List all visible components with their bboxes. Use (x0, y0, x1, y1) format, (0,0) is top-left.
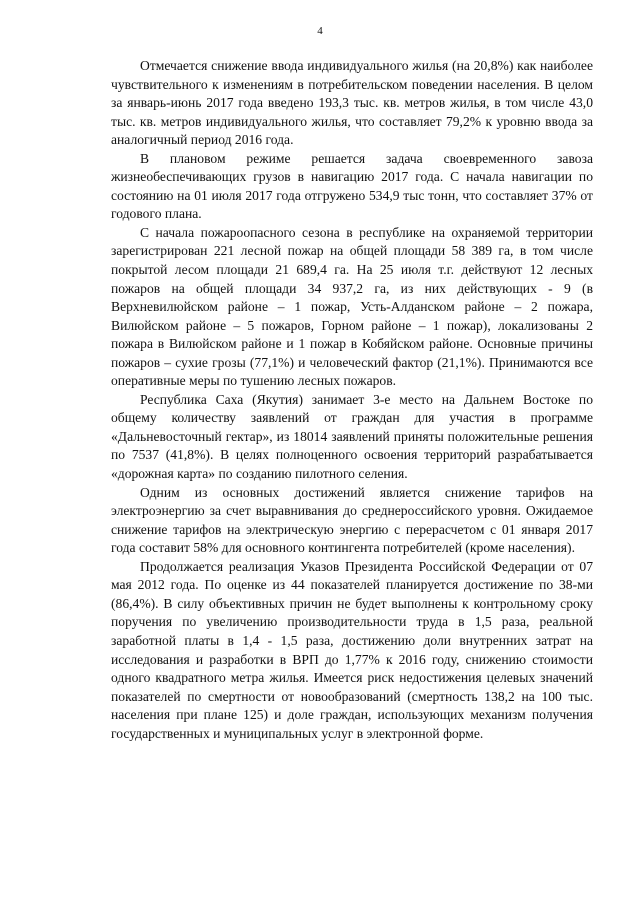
page-number: 4 (317, 25, 323, 37)
paragraph-navigation: В плановом режиме решается задача своевременного завоза жизнеобеспечивающих грузов в навигацию 2017 года. С начала навигации по состоянию на 01 июля 2017 года отгружено 534,9 тыс тонн, что составляет 37% от годового плана. (111, 150, 593, 222)
document-body (111, 57, 593, 743)
paragraph-forest-fires: С начала пожароопасного сезона в республике на охраняемой территории зарегистрирован 221 лесной пожар на общей площади 58 389 га, в том числе покрытой лесом площади 21 689,4 га. На 25 июля т.г. действуют 12 лесных пожаров на общей площади 34 937,2 га, из них действующих - 9 (в Верхневилюйском районе – 1 пожар, Усть-Алданском районе – 2 пожара, Вилюйском районе – 5 пожаров, Горном районе – 1 пожар), локализованы 2 пожара в Вилюйском районе и 1 пожар в Кобяйском районе. Основные причины пожаров – сухие грозы (77,1%) и человеческий фактор (21,1%). Принимаются все оперативные меры по тушению лесных пожаров. (111, 224, 593, 389)
paragraph-presidential-decrees: Продолжается реализация Указов Президента Российской Федерации от 07 мая 2012 года. По оценке из 44 показателей планируется достижение по 38-ми (86,4%). В силу объективных причин не будет выполнены к контрольному сроку поручения по увеличению производительности труда в 1,5 раза, реальной заработной платы в 1,4 - 1,5 раза, достижению доли внутренних затрат на исследования и разработки в ВРП до 1,77% к 2016 году, снижению стоимости одного квадратного метра жилья. Имеется риск недостижения целевых значений показателей по смертности от новообразований (смертность 138,2 на 100 тыс. населения при плане 125) и доле граждан, использующих механизм получения государственных и муниципальных услуг в электронной форме. (111, 558, 593, 741)
paragraph-electricity-tariffs: Одним из основных достижений является снижение тарифов на электроэнергию за счет выравнивания до среднероссийского уровня. Ожидаемое снижение тарифов на электрическую энергию с перерасчетом с 01 января 2017 года составит 58% для основного контингента потребителей (кроме населения). (111, 484, 593, 556)
paragraph-housing: Отмечается снижение ввода индивидуального жилья (на 20,8%) как наиболее чувствительного к изменениям в потребительском поведении населения. В целом за январь-июнь 2017 года введено 193,3 тыс. кв. метров жилья, в том числе 43,0 тыс. кв. метров индивидуального жилья, что составляет 79,2% к уровню ввода за аналогичный период 2016 года. (111, 58, 593, 148)
paragraph-far-east-hectare: Республика Саха (Якутия) занимает 3-е место на Дальнем Востоке по общему количеству заявлений от граждан для участия в программе «Дальневосточный гектар», из 18014 заявлений приняты положительные решения по 7537 (41,8%). В целях полноценного освоения территорий разрабатывается «дорожная карта» по созданию пилотного селения. (111, 391, 593, 482)
